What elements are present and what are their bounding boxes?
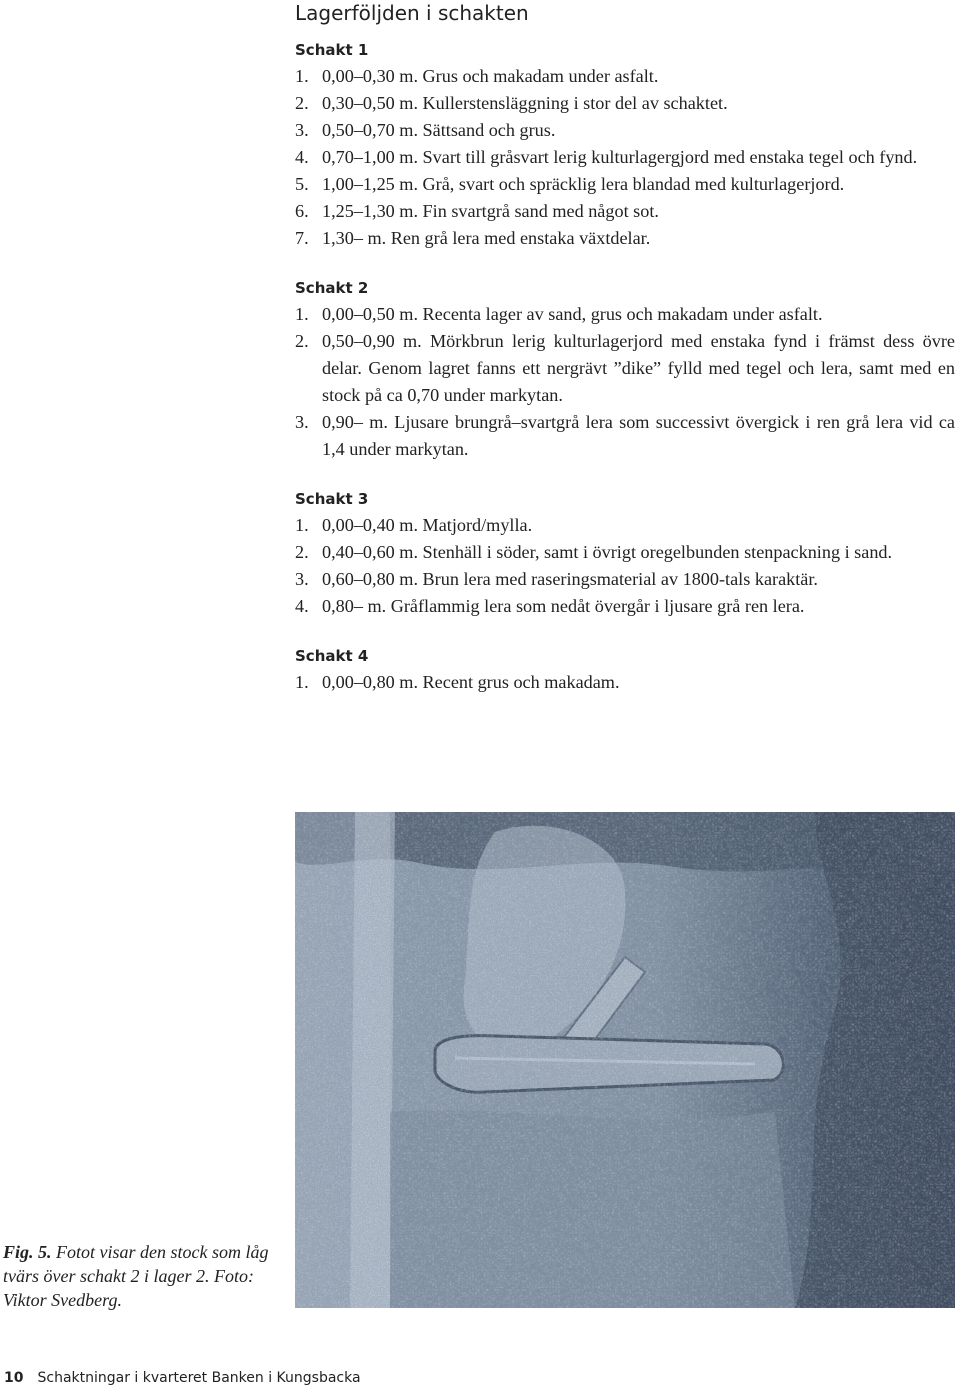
section-title: Schakt 1 bbox=[295, 41, 369, 59]
section-schakt-4 bbox=[295, 646, 955, 696]
figure-caption bbox=[3, 1240, 273, 1312]
section-schakt-3 bbox=[295, 489, 955, 620]
figure-label: Fig. 5. bbox=[3, 1242, 52, 1262]
layer-item: 7. 1,30– m. Ren grå lera med enstaka växtdelar. bbox=[295, 228, 651, 248]
layer-item: 1. 0,00–0,40 m. Matjord/mylla. bbox=[295, 515, 533, 535]
page-number: 10 bbox=[4, 1370, 24, 1386]
layer-item: 2. 0,50–0,90 m. Mörkbrun lerig kulturlagerjord med enstaka fynd i främst dess övre delar. Genom lagret fanns ett nergrävt ”dike” fylld med tegel och lera, samt med en stock på ca 0,70 under markytan. bbox=[295, 331, 955, 405]
section-title: Schakt 3 bbox=[295, 490, 369, 508]
figure-caption-text: Fotot visar den stock som låg tvärs över schakt 2 i lager 2. Foto: Viktor Svedberg. bbox=[3, 1242, 269, 1310]
layer-item: 1. 0,00–0,30 m. Grus och makadam under asfalt. bbox=[295, 66, 659, 86]
layer-item: 1. 0,00–0,80 m. Recent grus och makadam. bbox=[295, 672, 620, 692]
section-schakt-2 bbox=[295, 278, 955, 463]
page-footer bbox=[4, 1370, 361, 1386]
excavation-photo bbox=[295, 812, 955, 1308]
layer-item: 2. 0,40–0,60 m. Stenhäll i söder, samt i övrigt oregelbunden stenpackning i sand. bbox=[295, 542, 893, 562]
layer-item: 3. 0,90– m. Ljusare brungrå–svartgrå lera som successivt övergick i ren grå lera vid ca 1,4 under markytan. bbox=[295, 412, 955, 459]
running-title: Schaktningar i kvarteret Banken i Kungsbacka bbox=[37, 1370, 361, 1386]
layer-item: 3. 0,60–0,80 m. Brun lera med raseringsmaterial av 1800-tals karaktär. bbox=[295, 569, 818, 589]
layer-item: 4. 0,70–1,00 m. Svart till gråsvart lerig kulturlagergjord med enstaka tegel och fynd. bbox=[295, 147, 918, 167]
layer-sequence bbox=[295, 40, 955, 722]
layer-item: 3. 0,50–0,70 m. Sättsand och grus. bbox=[295, 120, 556, 140]
section-title: Schakt 2 bbox=[295, 279, 369, 297]
layer-item: 4. 0,80– m. Gråflammig lera som nedåt övergår i ljusare grå ren lera. bbox=[295, 596, 805, 616]
section-schakt-1 bbox=[295, 40, 955, 252]
layer-item: 6. 1,25–1,30 m. Fin svartgrå sand med något sot. bbox=[295, 201, 659, 221]
page-heading: Lagerföljden i schakten bbox=[295, 1, 529, 25]
layer-item: 2. 0,30–0,50 m. Kullerstensläggning i stor del av schaktet. bbox=[295, 93, 728, 113]
section-title: Schakt 4 bbox=[295, 647, 369, 665]
layer-item: 1. 0,00–0,50 m. Recenta lager av sand, grus och makadam under asfalt. bbox=[295, 304, 823, 324]
layer-item: 5. 1,00–1,25 m. Grå, svart och spräcklig lera blandad med kulturlagerjord. bbox=[295, 174, 845, 194]
